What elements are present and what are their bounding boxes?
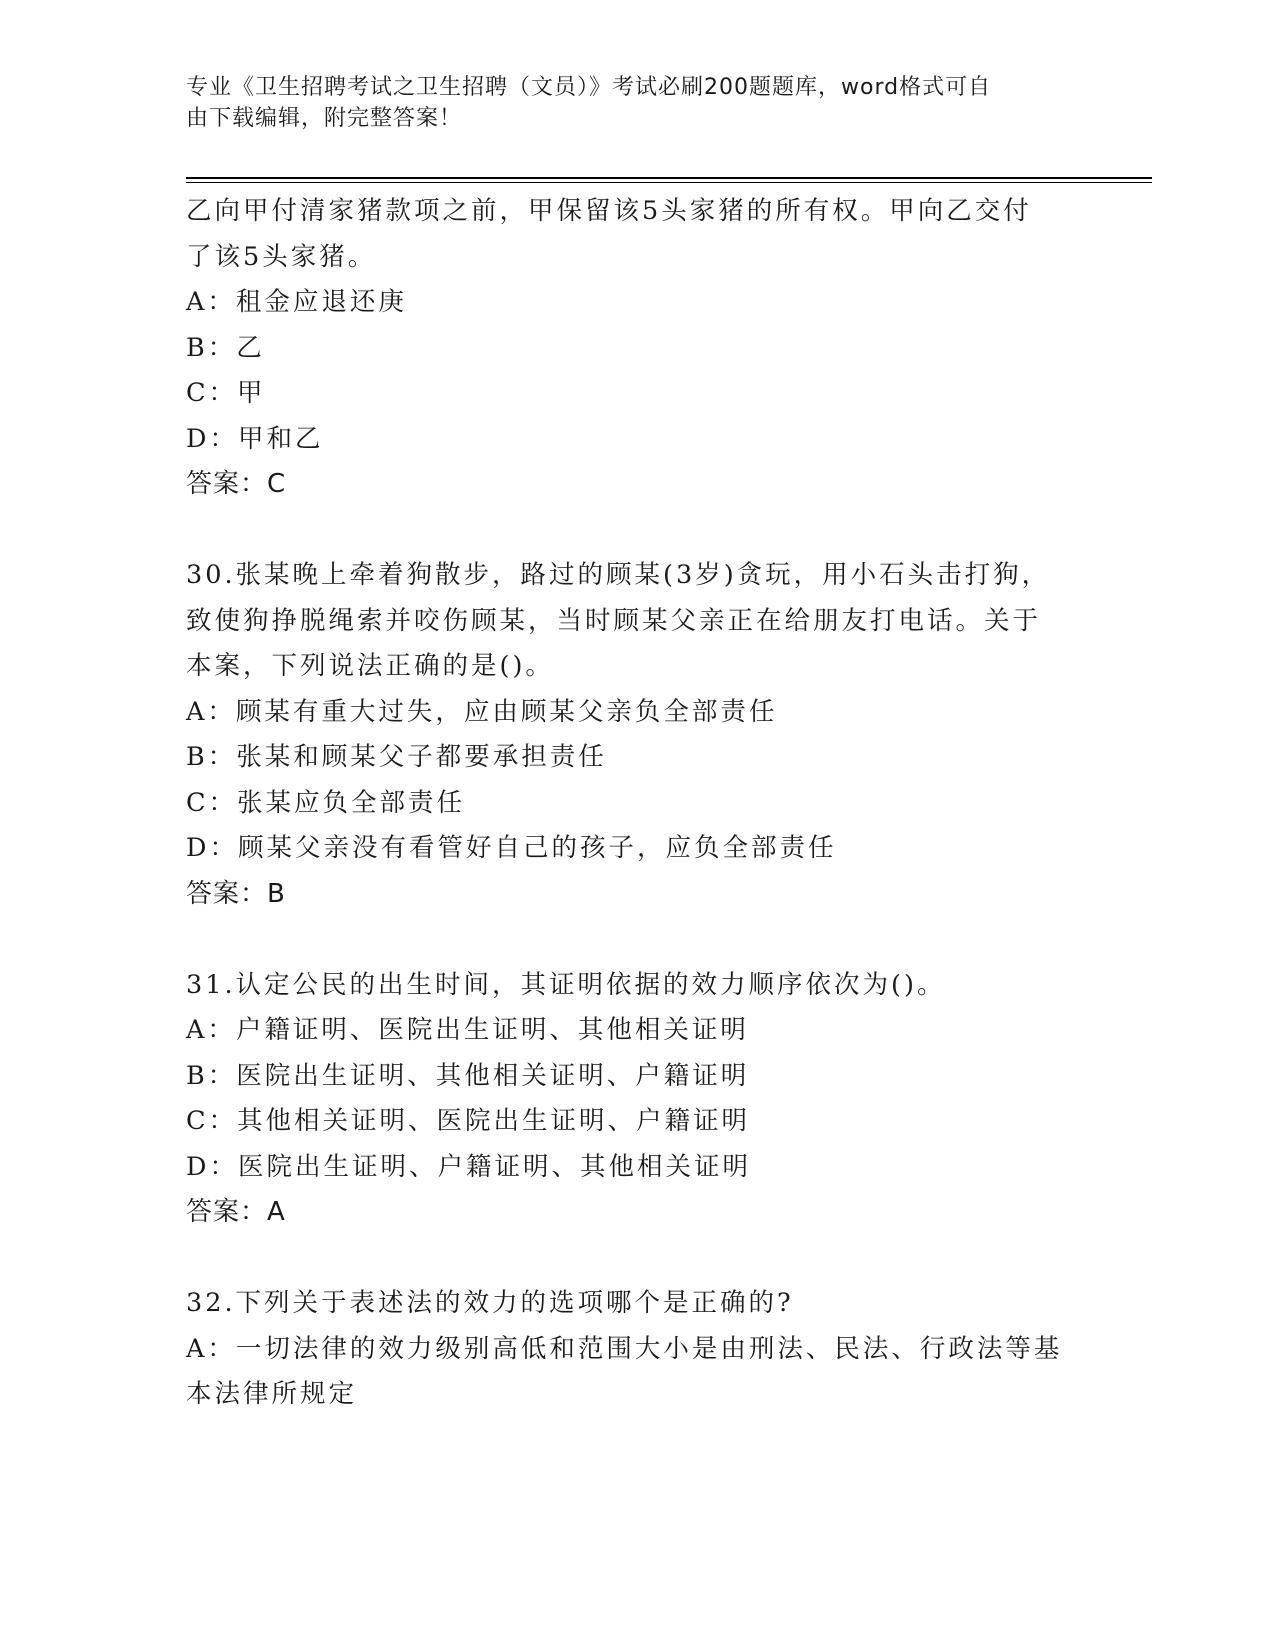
spacer: [186, 1236, 1076, 1282]
option-c: C：其他相关证明、医院出生证明、户籍证明: [186, 1106, 751, 1136]
spacer: [186, 917, 1076, 963]
question-list: [186, 189, 1076, 1418]
question-31: [186, 963, 1076, 1236]
option-c: C：甲: [186, 378, 266, 408]
option-a: A：一切法律的效力级别高低和范围大小是由刑法、民法、行政法等基: [186, 1333, 1063, 1364]
question-stem: 32.下列关于表述法的效力的选项哪个是正确的?: [186, 1288, 794, 1318]
answer: 答案：A: [186, 1197, 286, 1227]
option-a-continued: 本法律所规定: [186, 1379, 358, 1409]
header-line-1: 专业《卫生招聘考试之卫生招聘（文员）》考试必刷200题题库，word格式可自: [186, 75, 992, 100]
option-a: A：租金应退还庚: [186, 287, 407, 317]
option-d: D：顾某父亲没有看管好自己的孩子，应负全部责任: [186, 833, 837, 863]
question-stem: 致使狗挣脱绳索并咬伤顾某，当时顾某父亲正在给朋友打电话。关于: [186, 605, 1042, 636]
spacer: [186, 508, 1076, 554]
option-b: B：张某和顾某父子都要承担责任: [186, 742, 607, 772]
answer: 答案：B: [186, 878, 286, 909]
question-stem: 本案，下列说法正确的是()。: [186, 651, 554, 681]
question-stem: 30.张某晚上牵着狗散步，路过的顾某(3岁)贪玩，用小石头击打狗，: [186, 560, 1051, 590]
option-b: B：医院出生证明、其他相关证明、户籍证明: [186, 1060, 750, 1091]
header-line-2: 由下载编辑，附完整答案！: [186, 106, 463, 131]
question-stem: 了该5头家猪。: [186, 241, 377, 272]
document-header: [186, 72, 1066, 134]
question-30: [186, 553, 1076, 917]
header-divider-thick: [186, 177, 1152, 179]
option-b: B：乙: [186, 332, 265, 363]
answer: 答案：C: [186, 469, 287, 499]
option-c: C：张某应负全部责任: [186, 787, 466, 818]
option-a: A：户籍证明、医院出生证明、其他相关证明: [186, 1015, 749, 1045]
question-stem: 乙向甲付清家猪款项之前，甲保留该5头家猪的所有权。甲向乙交付: [186, 196, 1032, 226]
option-d: D：甲和乙: [186, 423, 324, 454]
question-29: [186, 189, 1076, 508]
header-divider-thin: [186, 182, 1152, 183]
option-a: A：顾某有重大过失，应由顾某父亲负全部责任: [186, 696, 778, 727]
question-32: [186, 1281, 1076, 1418]
option-d: D：医院出生证明、户籍证明、其他相关证明: [186, 1151, 751, 1182]
question-stem: 31.认定公民的出生时间，其证明依据的效力顺序依次为()。: [186, 969, 946, 1000]
